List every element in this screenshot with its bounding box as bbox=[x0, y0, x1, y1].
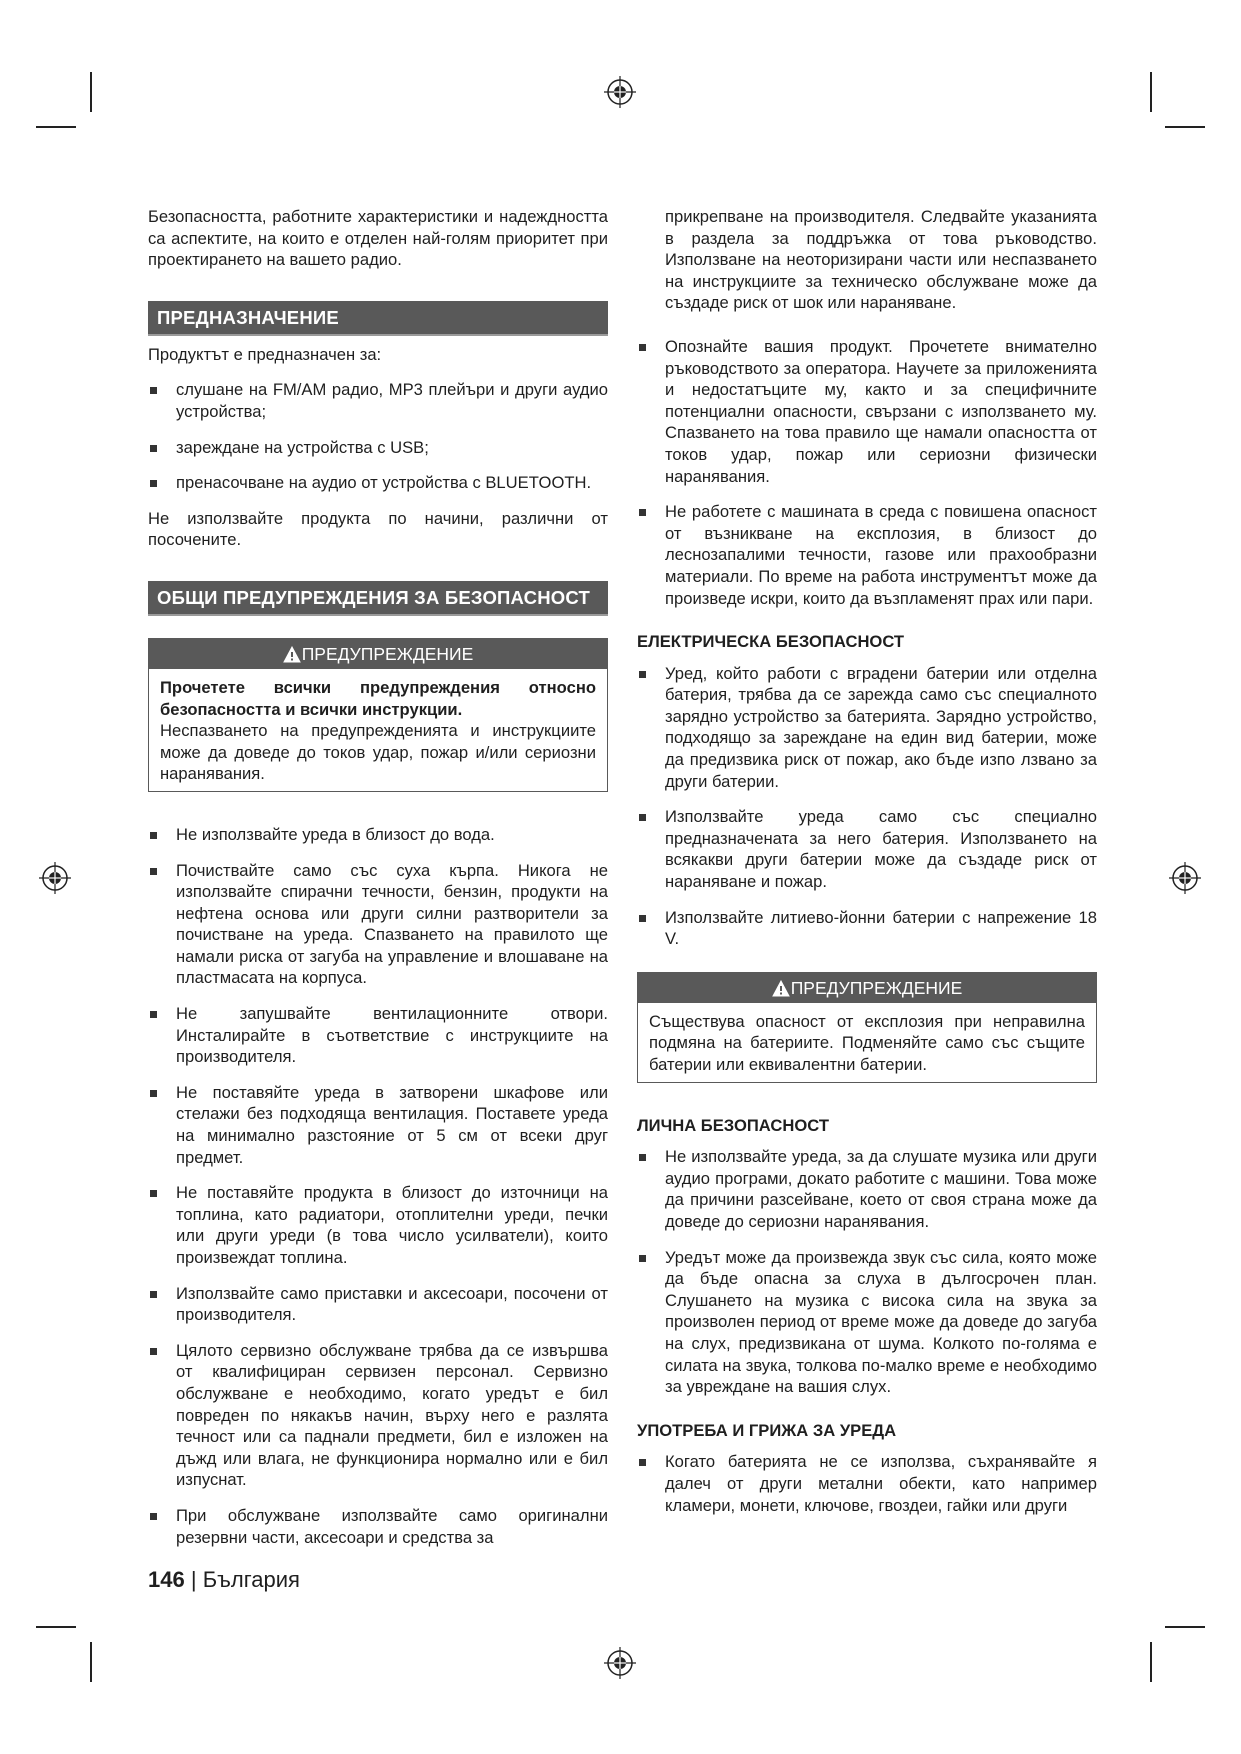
list-item: Уредът може да произвежда звук със сила, която може да бъде опасна за слуха в дългосрочен план. Слушането на музика с висока сила на звука за произволен период от време може да доведе до загуба на слух, предизвикана от шума. Колкото по-голяма е силата на звука, толкова по-малко време е необходимо за увреждане на вашия слух. bbox=[637, 1247, 1097, 1398]
section-title-general: ОБЩИ ПРЕДУПРЕЖДЕНИЯ ЗА БЕЗОПАСНОСТ bbox=[148, 581, 608, 616]
footer-language: България bbox=[202, 1567, 300, 1592]
warning-header bbox=[638, 973, 1096, 1003]
registration-mark-icon bbox=[603, 75, 637, 109]
warning-header bbox=[149, 639, 607, 669]
list-item: Опознайте вашия продукт. Прочетете внимателно ръководството за оператора. Научете за приложенията и недостатъците му, както и за специфичните потенциални опасности, свързани с използването му. Спазването на това правило ще намали опасността от токов удар, пожар или сериозни физически наранявания. bbox=[637, 336, 1097, 487]
crop-mark bbox=[1165, 1626, 1205, 1628]
list-item: Не поставяйте продукта в близост до източници на топлина, като радиатори, отоплителни уреди, печки или други уреди (в това число усилватели), които произвеждат топлина. bbox=[148, 1182, 608, 1268]
registration-mark-icon bbox=[603, 1646, 637, 1680]
crop-mark bbox=[36, 126, 76, 128]
electrical-list bbox=[637, 663, 1097, 950]
page-number: 146 bbox=[148, 1567, 185, 1592]
list-item: Почиствайте само със суха кърпа. Никога не използвайте спирачни течности, бензин, продукти на нефтена основа или други силни разтворители за почистване на уреда. Спазването на правилото ще намали риска от загуба на управление и влошаване на пластмасата на корпуса. bbox=[148, 860, 608, 990]
right-column bbox=[637, 206, 1097, 1516]
crop-mark bbox=[90, 1642, 92, 1682]
purpose-list bbox=[148, 379, 608, 493]
footer-separator: | bbox=[190, 1567, 197, 1592]
list-item: Не използвайте уреда в близост до вода. bbox=[148, 824, 608, 846]
intro-paragraph: Безопасността, работните характеристики и надеждността са аспектите, на които е отделен най-голям приоритет при проектирането на вашето радио. bbox=[148, 207, 608, 270]
purpose-lead: Продуктът е предназначен за: bbox=[148, 344, 382, 364]
section-title-electrical: ЕЛЕКТРИЧЕСКА БЕЗОПАСНОСТ bbox=[637, 632, 905, 652]
registration-mark-icon bbox=[1168, 861, 1202, 895]
list-item: Използвайте литиево-йонни батерии с напрежение 18 V. bbox=[637, 907, 1097, 950]
list-item: Уред, който работи с вградени батерии или отделна батерия, трябва да се зарежда само със специалното зарядно устройство за батерията. Зарядно устройство, подходящо за зареждане на един вид батерии, може да предизвика риск от пожар, ако бъде изпо лзвано за други батерии. bbox=[637, 663, 1097, 793]
warning-text: Съществува опасност от експлозия при неправилна подмяна на батериите. Подменяйте само със същите батерии или еквивалентни батерии. bbox=[649, 1011, 1085, 1074]
right-list bbox=[637, 336, 1097, 609]
warning-text: Неспазването на предупрежденията и инструкциите може да доведе до токов удар, пожар и/или сериозни наранявания. bbox=[160, 721, 596, 784]
section-title-personal: ЛИЧНА БЕЗОПАСНОСТ bbox=[637, 1115, 829, 1135]
warning-box-battery bbox=[637, 972, 1097, 1083]
continued-paragraph: прикрепване на производителя. Следвайте указанията в раздела за поддръжка от това ръководство. Използване на неоторизирани части или неспазването на инструкциите за техническо обслужване може да създаде риск от шок или нараняване. bbox=[665, 207, 1097, 313]
list-item: Не работете с машината в среда с повишена опасност от възникване на експлозия, в близост до леснозапалими течности, газове или прахообразни материали. По време на работа инструментът може да произведе искри, които да възпламенят прах или пари. bbox=[637, 501, 1097, 609]
purpose-note: Не използвайте продукта по начини, различни от посочените. bbox=[148, 508, 608, 550]
list-item: Когато батерията не се използва, съхранявайте я далеч от други метални обекти, като например кламери, монети, ключове, гвоздеи, гайки или други bbox=[637, 1451, 1097, 1516]
page-footer bbox=[148, 1567, 300, 1593]
list-item: Не използвайте уреда, за да слушате музика или други аудио програми, докато работите с машини. Това може да причини разсейване, което от своя страна може да доведе до сериозни наранявания. bbox=[637, 1146, 1097, 1232]
list-item: Използвайте само приставки и аксесоари, посочени от производителя. bbox=[148, 1283, 608, 1326]
left-column bbox=[148, 206, 608, 1548]
crop-mark bbox=[1150, 1642, 1152, 1682]
list-item: пренасочване на аудио от устройства с BLUETOOTH. bbox=[148, 472, 608, 494]
list-item: слушане на FM/AM радио, MP3 плейъри и други аудио устройства; bbox=[148, 379, 608, 422]
general-list bbox=[148, 824, 608, 1548]
warning-triangle-icon bbox=[772, 980, 790, 997]
crop-mark bbox=[1165, 126, 1205, 128]
list-item: Не запушвайте вентилационните отвори. Инсталирайте в съответствие с инструкциите на производителя. bbox=[148, 1003, 608, 1068]
registration-mark-icon bbox=[38, 861, 72, 895]
section-title-care: УПОТРЕБА И ГРИЖА ЗА УРЕДА bbox=[637, 1420, 897, 1440]
crop-mark bbox=[1150, 72, 1152, 112]
warning-label: ПРЕДУПРЕЖДЕНИЕ bbox=[301, 643, 474, 664]
crop-mark bbox=[36, 1626, 76, 1628]
list-item: Използвайте уреда само със специално предназначената за него батерия. Използването на всякакви други батерии може да създаде риск от нараняване и пожар. bbox=[637, 806, 1097, 892]
list-item: зареждане на устройства с USB; bbox=[148, 437, 608, 459]
section-title-purpose: ПРЕДНАЗНАЧЕНИЕ bbox=[148, 301, 608, 336]
warning-triangle-icon bbox=[283, 646, 301, 663]
warning-bold-text: Прочетете всички предупреждения относно безопасността и всички инструкции. bbox=[160, 677, 596, 719]
personal-list bbox=[637, 1146, 1097, 1398]
list-item: Цялото сервизно обслужване трябва да се извършва от квалифициран сервизен персонал. Сервизно обслужване е необходимо, когато уредът е бил повреден по някакъв начин, върху него е разлята течност или са паднали предмети, бил е изложен на дъжд или влага, не функционира нормално или е бил изпуснат. bbox=[148, 1340, 608, 1491]
crop-mark bbox=[90, 72, 92, 112]
warning-label: ПРЕДУПРЕЖДЕНИЕ bbox=[790, 977, 963, 998]
care-list bbox=[637, 1451, 1097, 1516]
list-item: Не поставяйте уреда в затворени шкафове или стелажи без подходяща вентилация. Поставете уреда на минимално разстояние от 5 см от всеки друг предмет. bbox=[148, 1082, 608, 1168]
warning-box bbox=[148, 638, 608, 792]
list-item: При обслужване използвайте само оригинални резервни части, аксесоари и средства за bbox=[148, 1505, 608, 1548]
